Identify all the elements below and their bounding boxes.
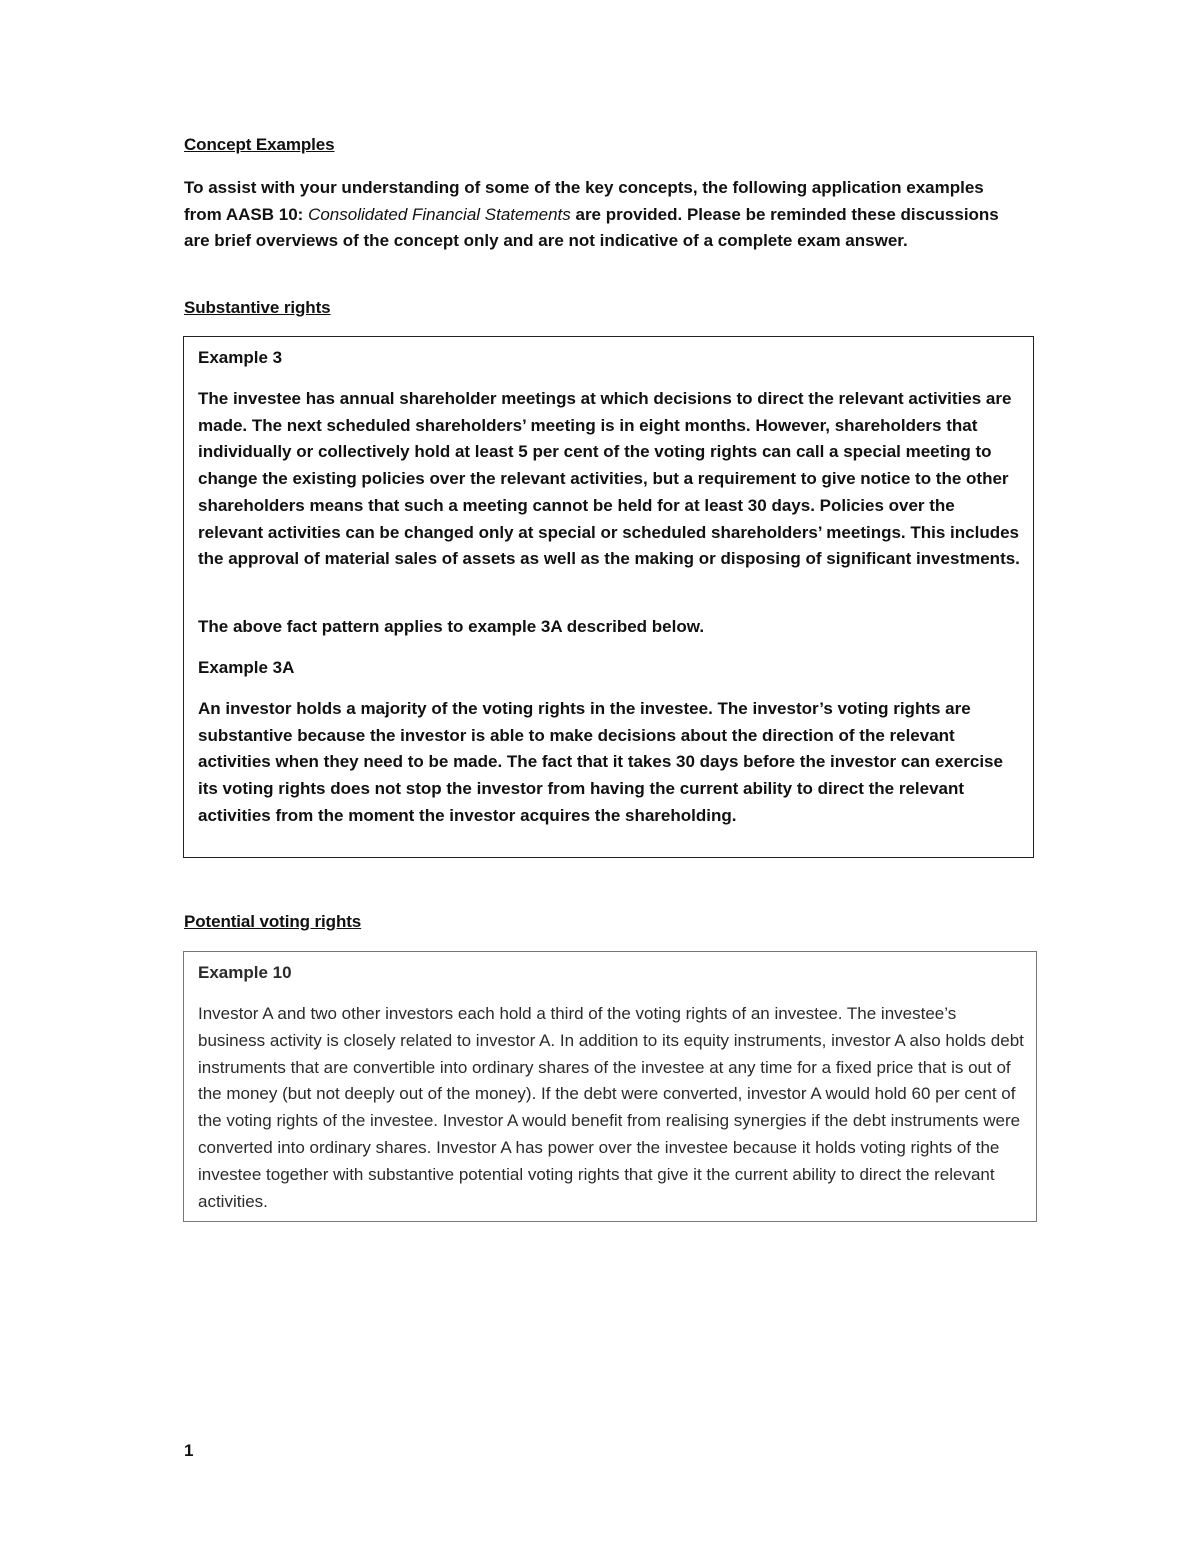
example-10-text: Investor A and two other investors each hold a third of the voting rights of an investee. The investee’s business activity is closely related to investor A. In addition to its equity instruments, investor A also holds debt instruments that are convertible into ordinary shares of the investee at any time for a fixed price that is out of the money (but not deeply out of the money). If the debt were converted, investor A would hold 60 per cent of the voting rights of the investee. Investor A would benefit from realising synergies if the debt instruments were converted into ordinary shares. Investor A has power over the investee because it holds voting rights of the investee together with substantive potential voting rights that give it the current ability to direct the relevant activities. xyxy=(198,1004,1024,1211)
standard-title: Consolidated Financial Statements xyxy=(308,204,571,224)
example-10-label: Example 10 xyxy=(198,963,292,982)
example-3a-text: An investor holds a majority of the voting rights in the investee. The investor’s voting rights are substantive because the investor is able to make decisions about the direction of the relevant activities when they need to be made. The fact that it takes 30 days before the investor can exercise its voting rights does not stop the investor from having the current ability to direct the relevant activities from the moment the investor acquires the shareholding. xyxy=(198,699,1003,825)
intro-text-end: are provided. Please be reminded these discussions are brief overviews of the concept only and are not indicative of a complete exam answer. xyxy=(184,204,999,251)
example-3-box xyxy=(183,336,1034,858)
potential-voting-rights-heading: Potential voting rights xyxy=(184,912,362,931)
example-3-text: The investee has annual shareholder meetings at which decisions to direct the relevant activities are made. The next scheduled shareholders’ meeting is in eight months. However, shareholders that individually or collectively hold at least 5 per cent of the voting rights can call a special meeting to change the existing policies over the relevant activities, but a requirement to give notice to the other shareholders means that such a meeting cannot be held for at least 30 days. Policies over the relevant activities can be changed only at special or scheduled shareholders’ meetings. This includes the approval of material sales of assets as well as the making or disposing of significant investments. xyxy=(198,389,1020,569)
example-3a-label: Example 3A xyxy=(198,658,295,677)
example-3-note: The above fact pattern applies to example 3A described below. xyxy=(198,617,705,636)
intro-text-start: To assist with your understanding of some of the key concepts, the following application examples from AASB 10: xyxy=(184,178,984,224)
substantive-rights-heading: Substantive rights xyxy=(184,298,331,317)
example-10-box xyxy=(183,951,1037,1222)
intro-paragraph xyxy=(184,175,1024,255)
page-number: 1 xyxy=(184,1441,194,1460)
example-3-label: Example 3 xyxy=(198,348,283,367)
concept-examples-heading: Concept Examples xyxy=(184,135,335,154)
